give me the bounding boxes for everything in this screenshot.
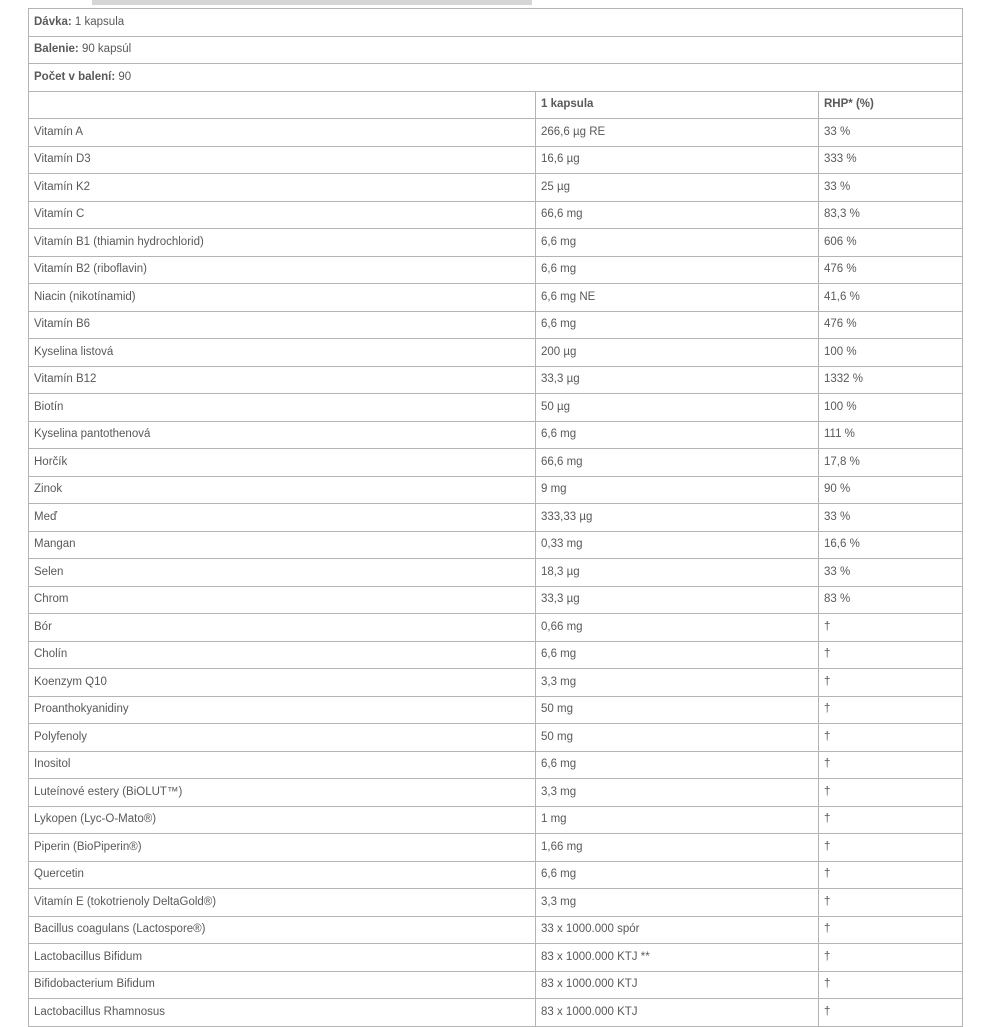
table-row <box>29 669 963 697</box>
table-row <box>29 971 963 999</box>
meta-row <box>29 64 963 92</box>
amount-cell: 50 µg <box>536 394 819 422</box>
meta-value: 90 kapsúl <box>78 43 132 56</box>
table-row <box>29 284 963 312</box>
nutrient-name-cell: Vitamín C <box>29 201 536 229</box>
table-row <box>29 779 963 807</box>
table-row <box>29 366 963 394</box>
amount-cell: 6,6 mg <box>536 861 819 889</box>
amount-cell: 66,6 mg <box>536 201 819 229</box>
rhp-cell: † <box>819 751 963 779</box>
rhp-cell: 90 % <box>819 476 963 504</box>
cropped-row-remnant <box>92 0 532 5</box>
rhp-cell: 83 % <box>819 586 963 614</box>
nutrient-name-cell: Vitamín B6 <box>29 311 536 339</box>
amount-cell: 9 mg <box>536 476 819 504</box>
amount-cell: 3,3 mg <box>536 779 819 807</box>
rhp-cell: 33 % <box>819 559 963 587</box>
amount-cell: 0,66 mg <box>536 614 819 642</box>
amount-cell: 83 x 1000.000 KTJ <box>536 999 819 1027</box>
nutrient-name-cell: Zinok <box>29 476 536 504</box>
table-row <box>29 861 963 889</box>
table-row <box>29 751 963 779</box>
nutrient-name-cell: Bifidobacterium Bifidum <box>29 971 536 999</box>
nutrient-name-cell: Bacillus coagulans (Lactospore®) <box>29 916 536 944</box>
meta-value: 1 kapsula <box>71 15 125 28</box>
rhp-cell: † <box>819 944 963 972</box>
amount-cell: 6,6 mg NE <box>536 284 819 312</box>
nutrient-name-cell: Proanthokyanidiny <box>29 696 536 724</box>
meta-label: Dávka: <box>34 15 72 28</box>
nutrient-name-cell: Lykopen (Lyc-O-Mato®) <box>29 806 536 834</box>
nutrient-name-cell: Niacin (nikotínamid) <box>29 284 536 312</box>
rhp-cell: † <box>819 614 963 642</box>
meta-row <box>29 9 963 37</box>
table-row <box>29 834 963 862</box>
rhp-cell: † <box>819 641 963 669</box>
table-header-row <box>29 91 963 119</box>
amount-cell: 16,6 µg <box>536 146 819 174</box>
amount-cell: 6,6 mg <box>536 751 819 779</box>
amount-cell: 3,3 mg <box>536 669 819 697</box>
amount-cell: 6,6 mg <box>536 641 819 669</box>
nutrient-name-cell: Vitamín E (tokotrienoly DeltaGold®) <box>29 889 536 917</box>
nutrient-name-cell: Vitamín B2 (riboflavin) <box>29 256 536 284</box>
amount-cell: 6,6 mg <box>536 256 819 284</box>
rhp-cell: † <box>819 724 963 752</box>
table-row <box>29 559 963 587</box>
table-row <box>29 421 963 449</box>
table-row <box>29 174 963 202</box>
rhp-cell: † <box>819 889 963 917</box>
amount-cell: 6,6 mg <box>536 311 819 339</box>
nutrient-name-cell: Inositol <box>29 751 536 779</box>
table-row <box>29 256 963 284</box>
nutrient-name-cell: Lactobacillus Bifidum <box>29 944 536 972</box>
amount-cell: 50 mg <box>536 724 819 752</box>
nutrient-name-cell: Kyselina listová <box>29 339 536 367</box>
nutrient-name-cell: Kyselina pantothenová <box>29 421 536 449</box>
nutrient-name-cell: Vitamín B1 (thiamin hydrochlorid) <box>29 229 536 257</box>
table-row <box>29 724 963 752</box>
amount-cell: 1 mg <box>536 806 819 834</box>
rhp-cell: 476 % <box>819 311 963 339</box>
rhp-cell: † <box>819 861 963 889</box>
amount-cell: 83 x 1000.000 KTJ ** <box>536 944 819 972</box>
nutrient-name-cell: Vitamín A <box>29 119 536 147</box>
rhp-header-cell: RHP* (%) <box>819 91 963 119</box>
amount-cell: 1,66 mg <box>536 834 819 862</box>
nutrient-name-cell: Koenzym Q10 <box>29 669 536 697</box>
rhp-cell: 100 % <box>819 394 963 422</box>
amount-cell: 3,3 mg <box>536 889 819 917</box>
rhp-cell: 33 % <box>819 119 963 147</box>
nutrient-name-cell: Luteínové estery (BiOLUT™) <box>29 779 536 807</box>
amount-cell: 200 µg <box>536 339 819 367</box>
table-row <box>29 476 963 504</box>
amount-cell: 0,33 mg <box>536 531 819 559</box>
rhp-cell: 606 % <box>819 229 963 257</box>
table-row <box>29 311 963 339</box>
rhp-cell: 41,6 % <box>819 284 963 312</box>
table-row <box>29 641 963 669</box>
amount-cell: 33 x 1000.000 spór <box>536 916 819 944</box>
table-row <box>29 586 963 614</box>
nutrient-name-cell: Chrom <box>29 586 536 614</box>
nutrient-name-cell: Horčík <box>29 449 536 477</box>
table-row <box>29 999 963 1027</box>
rhp-cell: † <box>819 834 963 862</box>
table-row <box>29 916 963 944</box>
table-row <box>29 531 963 559</box>
table-row <box>29 146 963 174</box>
nutrient-name-cell: Vitamín K2 <box>29 174 536 202</box>
table-row <box>29 696 963 724</box>
nutrient-name-cell: Piperin (BioPiperin®) <box>29 834 536 862</box>
amount-cell: 333,33 µg <box>536 504 819 532</box>
meta-label: Počet v balení: <box>34 70 116 83</box>
amount-cell: 83 x 1000.000 KTJ <box>536 971 819 999</box>
amount-cell: 266,6 µg RE <box>536 119 819 147</box>
meta-cell <box>29 64 963 92</box>
rhp-cell: † <box>819 669 963 697</box>
amount-cell: 6,6 mg <box>536 229 819 257</box>
nutrient-name-cell: Quercetin <box>29 861 536 889</box>
table-row <box>29 806 963 834</box>
rhp-cell: 33 % <box>819 504 963 532</box>
meta-cell <box>29 9 963 37</box>
table-row <box>29 201 963 229</box>
rhp-cell: 111 % <box>819 421 963 449</box>
amount-cell: 18,3 µg <box>536 559 819 587</box>
amount-cell: 33,3 µg <box>536 366 819 394</box>
meta-row <box>29 36 963 64</box>
amount-cell: 66,6 mg <box>536 449 819 477</box>
rhp-cell: † <box>819 971 963 999</box>
rhp-cell: 100 % <box>819 339 963 367</box>
nutrient-name-cell: Meď <box>29 504 536 532</box>
rhp-cell: 333 % <box>819 146 963 174</box>
nutrient-name-cell: Biotín <box>29 394 536 422</box>
nutrient-name-cell: Mangan <box>29 531 536 559</box>
nutrient-name-cell: Lactobacillus Rhamnosus <box>29 999 536 1027</box>
nutrient-name-cell: Polyfenoly <box>29 724 536 752</box>
rhp-cell: † <box>819 916 963 944</box>
rhp-cell: 17,8 % <box>819 449 963 477</box>
meta-label: Balenie: <box>34 43 79 56</box>
rhp-cell: 33 % <box>819 174 963 202</box>
table-row <box>29 504 963 532</box>
rhp-cell: 16,6 % <box>819 531 963 559</box>
supplement-facts-table <box>28 8 963 1027</box>
meta-value: 90 <box>115 70 132 83</box>
table-row <box>29 339 963 367</box>
table-row <box>29 229 963 257</box>
nutrient-name-cell: Selen <box>29 559 536 587</box>
rhp-cell: † <box>819 999 963 1027</box>
table-row <box>29 889 963 917</box>
amount-cell: 50 mg <box>536 696 819 724</box>
table-row <box>29 449 963 477</box>
nutrient-header-cell <box>29 91 536 119</box>
nutrient-name-cell: Bór <box>29 614 536 642</box>
rhp-cell: † <box>819 696 963 724</box>
table-row <box>29 614 963 642</box>
nutrient-name-cell: Vitamín D3 <box>29 146 536 174</box>
table-row <box>29 119 963 147</box>
rhp-cell: 1332 % <box>819 366 963 394</box>
rhp-cell: † <box>819 779 963 807</box>
meta-cell <box>29 36 963 64</box>
table-row <box>29 394 963 422</box>
table-row <box>29 944 963 972</box>
nutrient-name-cell: Cholín <box>29 641 536 669</box>
nutrient-name-cell: Vitamín B12 <box>29 366 536 394</box>
amount-cell: 33,3 µg <box>536 586 819 614</box>
amount-cell: 25 µg <box>536 174 819 202</box>
rhp-cell: 476 % <box>819 256 963 284</box>
rhp-cell: † <box>819 806 963 834</box>
rhp-cell: 83,3 % <box>819 201 963 229</box>
amount-cell: 6,6 mg <box>536 421 819 449</box>
amount-header-cell: 1 kapsula <box>536 91 819 119</box>
